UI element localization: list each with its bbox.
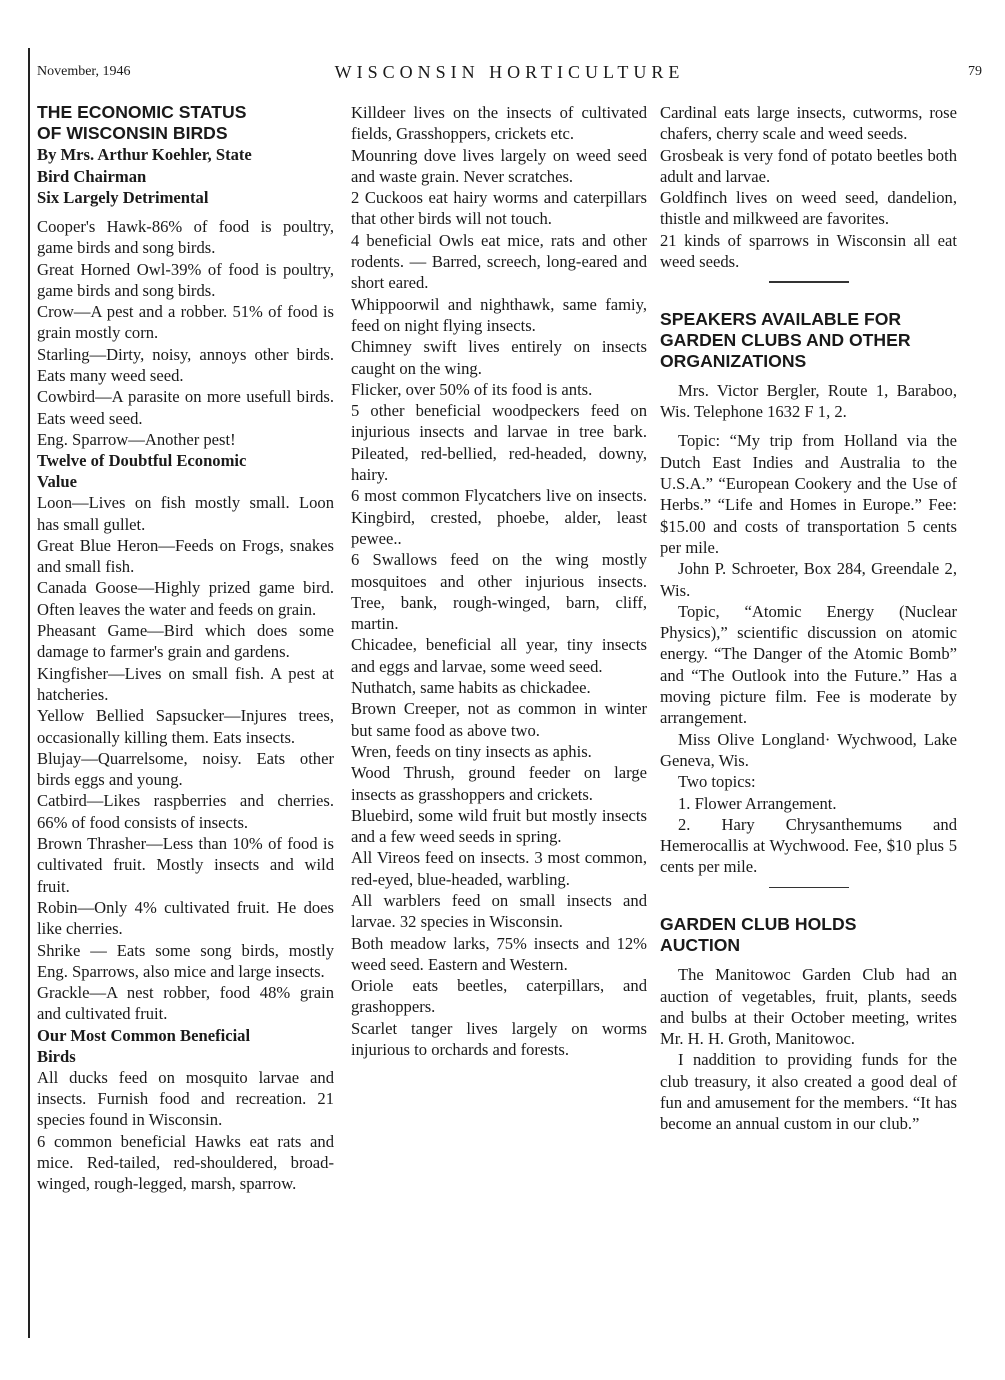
list-item: 21 kinds of sparrows in Wisconsin all eat weed seeds. <box>660 230 957 272</box>
column-3 <box>660 102 957 1135</box>
list-item: Cowbird—A parasite on more usefull birds. Eats weed seed. <box>37 387 334 428</box>
list-item: Grackle—A nest robber, food 48% grain and cultivated fruit. <box>37 983 334 1024</box>
list-item: Flicker, over 50% of its food is ants. <box>351 379 593 399</box>
page-header <box>37 62 982 88</box>
list-item: 6 most common Flycatchers live on insects. Kingbird, crested, phoebe, alder, least pewee.. <box>351 486 647 548</box>
article-title-line: AUCTION <box>660 935 741 956</box>
list-item: Nuthatch, same habits as chickadee. <box>351 678 591 698</box>
list-item: All Vireos feed on insects. 3 most common, red-eyed, blue-headed, warbling. <box>351 848 647 889</box>
section-heading: Six Largely Detrimental <box>37 188 209 207</box>
list-item: Whippoorwil and nighthawk, same famiy, feed on night flying insects. <box>351 294 647 335</box>
list-item: Cardinal eats large insects, cutworms, rose chafers, cherry scale and weed seeds. <box>660 103 957 144</box>
list-item: Great Horned Owl-39% of food is poultry, game birds and song birds. <box>37 259 334 300</box>
byline-line: Bird Chairman <box>37 167 147 186</box>
page-number: 79 <box>968 64 982 79</box>
byline-line: By Mrs. Arthur Koehler, State <box>37 145 252 164</box>
list-item: Blujay—Quarrelsome, noisy. Eats other birds eggs and young. <box>37 748 334 790</box>
section-heading: Value <box>37 472 77 492</box>
paragraph: Topic: “My trip from Holland via the Dutch East Indies and Australia to the U.S.A.” “European Cookery and the Use of Herbs.” “Life and Homes in Europe.” Fee: $15.00 and costs of transportation 5 cents per mile. <box>660 431 957 557</box>
list-item: 6 common beneficial Hawks eat rats and mice. Red-tailed, red-shouldered, broad-winged, rough-legged, marsh, sparrow. <box>37 1131 334 1194</box>
page-left-rule <box>28 48 30 1338</box>
list-item: Pheasant Game—Bird which does some damage to farmer's grain and gardens. <box>37 621 334 662</box>
paragraph: John P. Schroeter, Box 284, Greendale 2, Wis. <box>660 559 957 600</box>
issue-date: November, 1946 <box>37 64 131 79</box>
list-item: Chicadee, beneficial all year, tiny insects and eggs and larvae, some weed seed. <box>351 635 647 676</box>
list-item: Robin—Only 4% cultivated fruit. He does like cherries. <box>37 897 334 939</box>
article-title-line: THE ECONOMIC STATUS <box>37 102 247 122</box>
list-item: All ducks feed on mosquito larvae and insects. Furnish food and recreation. 21 species found in Wisconsin. <box>37 1067 334 1130</box>
list-item: Bluebird, some wild fruit but mostly insects and a few weed seeds in spring. <box>351 805 647 847</box>
list-item: Starling—Dirty, noisy, annoys other birds. Eats many weed seed. <box>37 344 334 386</box>
list-item: Oriole eats beetles, caterpillars, and grashoppers. <box>351 976 647 1017</box>
list-item: 5 other beneficial woodpeckers feed on injurious insects and larvae in tree bark. Pileated, red-bellied, red-headed, downy, hairy. <box>351 401 647 485</box>
article-title-line: GARDEN CLUB HOLDS <box>660 914 857 935</box>
article-title-line: SPEAKERS AVAILABLE FOR <box>660 308 902 329</box>
list-item: Cooper's Hawk-86% of food is poultry, game birds and song birds. <box>37 217 334 258</box>
list-item: Brown Creeper, not as common in winter but same food as above two. <box>351 699 647 740</box>
list-item: Canada Goose—Highly prized game bird. Often leaves the water and feeds on grain. <box>37 578 334 619</box>
list-item: Chimney swift lives entirely on insects caught on the wing. <box>351 337 647 378</box>
list-item: Both meadow larks, 75% insects and 12% weed seed. Eastern and Western. <box>351 933 647 974</box>
list-item: Loon—Lives on fish mostly small. Loon has small gullet. <box>37 493 334 534</box>
list-item: Eng. Sparrow—Another pest! <box>37 429 236 449</box>
list-item: 6 Swallows feed on the wing mostly mosquitoes and other injurious insects. Tree, bank, rough-winged, barn, cliff, martin. <box>351 550 647 634</box>
journal-title: WISCONSIN HORTICULTURE <box>334 62 685 82</box>
list-item: Wren, feeds on tiny insects as aphis. <box>351 741 592 761</box>
paragraph: The Manitowoc Garden Club had an auction of vegetables, fruit, plants, seeds and bulbs at their October meeting, writes Mr. H. H. Groth, Manitowoc. <box>660 965 957 1049</box>
list-item: Scarlet tanger lives largely on worms injurious to orchards and forests. <box>351 1018 647 1060</box>
paragraph: I naddition to providing funds for the club treasury, it also created a good deal of fun and amusement for the members. “It has become an annual custom in our club.” <box>660 1050 957 1134</box>
paragraph: Topic, “Atomic Energy (Nuclear Physics),” scientific discussion on atomic energy. “The Danger of the Atomic Bomb” and “The Outlook into the Future.” Has a moving picture film. Fee is moderate by arrangement. <box>660 601 957 728</box>
paragraph: 2. Hary Chrysanthemums and Hemerocallis at Wychwood. Fee, $10 plus 5 cents per mile. <box>660 814 957 877</box>
list-item: Catbird—Likes raspberries and cherries. 66% of food consists of insects. <box>37 791 334 832</box>
section-heading: Birds <box>37 1046 76 1066</box>
list-item: Wood Thrush, ground feeder on large insects as grasshoppers and crickets. <box>351 763 647 804</box>
list-item: All warblers feed on small insects and larvae. 32 species in Wisconsin. <box>351 890 647 932</box>
list-item: 4 beneficial Owls eat mice, rats and other rodents. — Barred, screech, long-eared and short eared. <box>351 230 647 293</box>
list-item: Kingfisher—Lives on small fish. A pest at hatcheries. <box>37 663 334 704</box>
list-item: Killdeer lives on the insects of cultivated fields, Grasshoppers, crickets etc. <box>351 103 647 144</box>
list-item: Shrike — Eats some song birds, mostly Eng. Sparrows, also mice and large insects. <box>37 940 334 981</box>
list-item: Goldfinch lives on weed seed, dandelion, thistle and milkweed are favorites. <box>660 188 957 229</box>
list-item: 2 Cuckoos eat hairy worms and caterpillars that other birds will not touch. <box>351 188 647 229</box>
paragraph: Miss Olive Longland· Wychwood, Lake Geneva, Wis. <box>660 729 957 770</box>
column-2 <box>351 102 647 1060</box>
paragraph: 1. Flower Arrangement. <box>678 793 837 813</box>
article-title-line: ORGANIZATIONS <box>660 350 807 371</box>
paragraph: Mrs. Victor Bergler, Route 1, Baraboo, Wis. Telephone 1632 F 1, 2. <box>660 380 957 422</box>
article-divider <box>769 281 849 283</box>
list-item: Brown Thrasher—Less than 10% of food is cultivated fruit. Mostly insects and wild fruit. <box>37 834 334 896</box>
article-title-line: OF WISCONSIN BIRDS <box>37 123 228 143</box>
list-item: Yellow Bellied Sapsucker—Injures trees, occasionally killing them. Eats insects. <box>37 706 334 747</box>
article-title-line: GARDEN CLUBS AND OTHER <box>660 329 911 350</box>
paragraph: Two topics: <box>678 772 756 792</box>
article-divider <box>769 887 849 889</box>
list-item: Crow—A pest and a robber. 51% of food is grain mostly corn. <box>37 302 334 343</box>
list-item: Mounring dove lives largely on weed seed and waste grain. Never scratches. <box>351 145 647 186</box>
section-heading: Our Most Common Beneficial <box>37 1025 251 1045</box>
list-item: Great Blue Heron—Feeds on Frogs, snakes and small fish. <box>37 535 334 577</box>
section-heading: Twelve of Doubtful Economic <box>37 451 247 471</box>
list-item: Grosbeak is very fond of potato beetles both adult and larvae. <box>660 145 957 186</box>
column-1 <box>37 102 334 1194</box>
